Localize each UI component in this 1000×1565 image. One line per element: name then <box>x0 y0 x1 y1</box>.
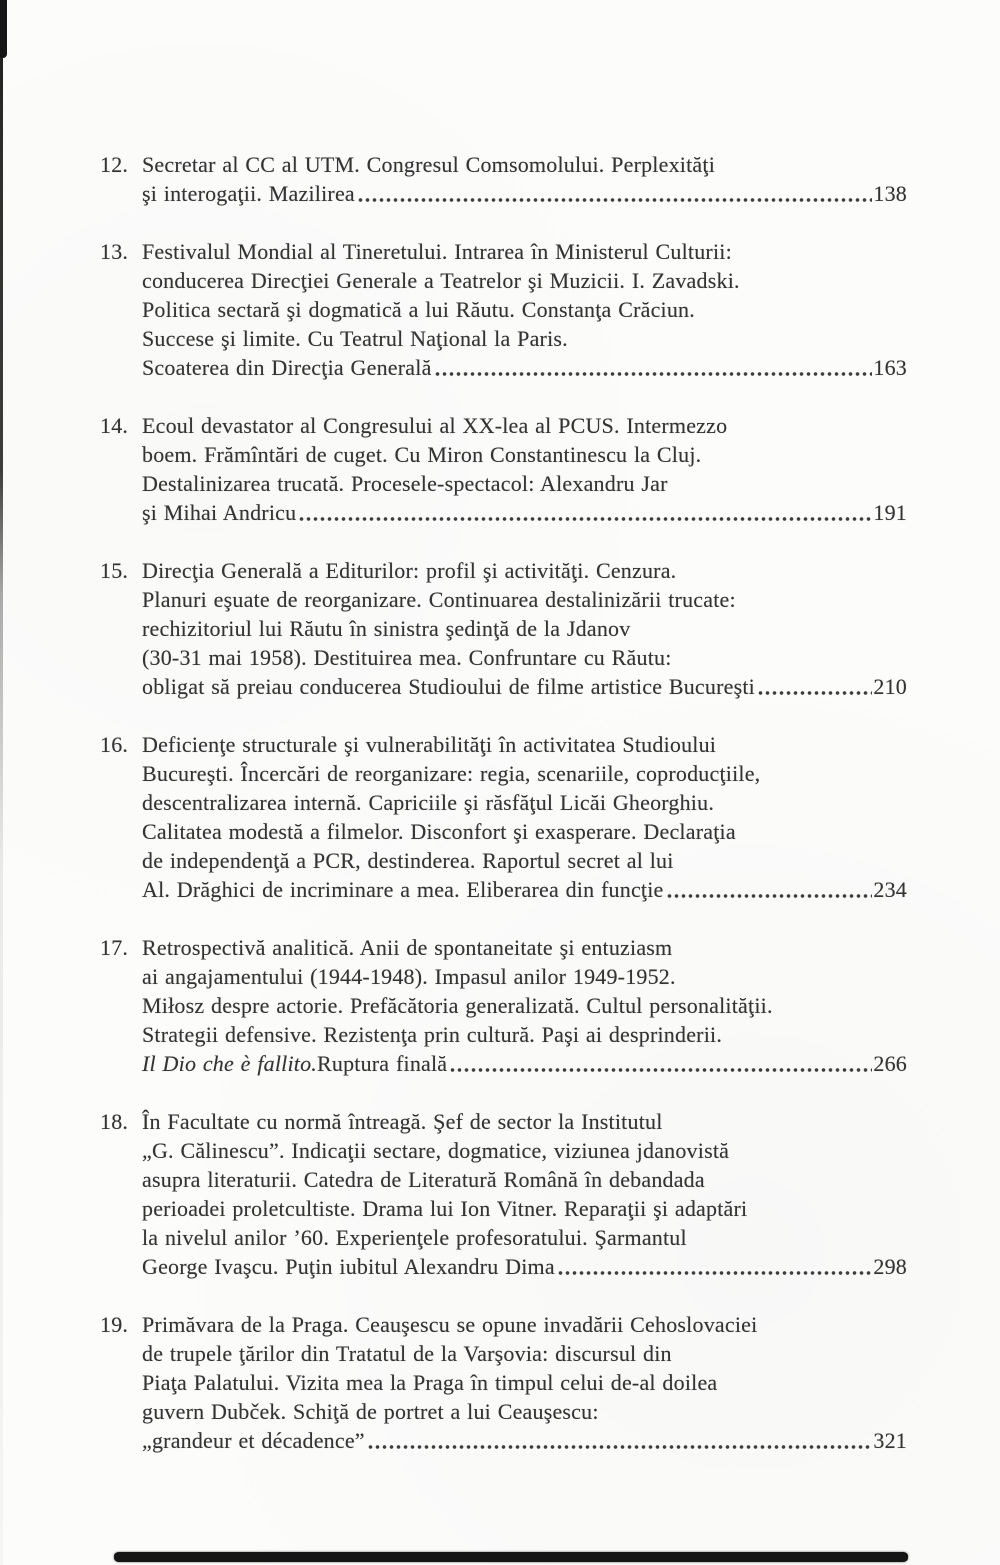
toc-line: boem. Frămîntări de cuget. Cu Miron Constantinescu la Cluj. <box>142 442 702 467</box>
table-of-contents <box>100 150 907 1484</box>
toc-line-text: obligat să preiau conducerea Studioului de filme artistice Bucureşti <box>142 674 755 699</box>
toc-line: Calitatea modestă a filmelor. Disconfort şi exasperare. Declaraţia <box>142 819 736 844</box>
toc-line-text: Scoaterea din Direcţia Generală <box>142 355 432 380</box>
toc-entry-number: 17. <box>100 935 129 960</box>
toc-italic-book-title: Il Dio che è fallito. <box>142 1051 317 1076</box>
toc-line: de independenţă a PCR, destinderea. Raportul secret al lui <box>142 848 674 873</box>
toc-line: (30-31 mai 1958). Destituirea mea. Confruntare cu Răutu: <box>142 645 672 670</box>
toc-entry-number: 19. <box>100 1312 129 1337</box>
toc-line-with-page <box>142 498 907 527</box>
toc-line: Deficienţe structurale şi vulnerabilităţi în activitatea Studioului <box>142 732 717 757</box>
toc-line: la nivelul anilor ’60. Experienţele profesoratului. Şarmantul <box>142 1225 687 1250</box>
toc-entry-body <box>142 730 907 904</box>
toc-line: descentralizarea internă. Capriciile şi răsfăţul Licăi Gheorghiu. <box>142 790 715 815</box>
scan-bar-artifact-bottom <box>114 1552 908 1562</box>
toc-entry-body <box>142 1310 907 1455</box>
toc-entry <box>100 933 907 1078</box>
toc-line: Succese şi limite. Cu Teatrul Naţional la Paris. <box>142 326 568 351</box>
toc-line: Politica sectară şi dogmatică a lui Răutu. Constanţa Crăciun. <box>142 297 695 322</box>
toc-line: Bucureşti. Încercări de reorganizare: regia, scenariile, coproducţiile, <box>142 761 761 786</box>
toc-line: perioadei proletcultiste. Drama lui Ion Vitner. Reparaţii şi adaptări <box>142 1196 748 1221</box>
toc-line: guvern Dubček. Schiţă de portret a lui Ceauşescu: <box>142 1399 599 1424</box>
toc-line: rechizitoriul lui Răutu în sinistra şedinţă de la Jdanov <box>142 616 631 641</box>
toc-line-with-page <box>142 1426 907 1455</box>
toc-entry <box>100 237 907 382</box>
toc-line-with-page <box>142 179 907 208</box>
toc-line-with-page <box>142 1252 907 1281</box>
dotted-leader <box>558 1270 873 1276</box>
toc-line: asupra literaturii. Catedra de Literatură Română în debandada <box>142 1167 705 1192</box>
toc-entry <box>100 411 907 527</box>
toc-entry-number: 16. <box>100 732 129 757</box>
toc-line: Primăvara de la Praga. Ceauşescu se opune invadării Cehoslovaciei <box>142 1312 758 1337</box>
toc-entry-body <box>142 237 907 382</box>
toc-line: Piaţa Palatului. Vizita mea la Praga în timpul celui de-al doilea <box>142 1370 718 1395</box>
toc-entry-number: 13. <box>100 239 129 264</box>
toc-line: conducerea Direcţiei Generale a Teatrelor şi Muzicii. I. Zavadski. <box>142 268 740 293</box>
toc-line: Direcţia Generală a Editurilor: profil şi activităţi. Cenzura. <box>142 558 677 583</box>
dotted-leader <box>368 1444 873 1450</box>
toc-line: Strategii defensive. Rezistenţa prin cultură. Paşi ai desprinderii. <box>142 1022 723 1047</box>
toc-line-with-page <box>142 1049 907 1078</box>
toc-entry-body <box>142 933 907 1078</box>
dotted-leader <box>435 371 873 377</box>
page-number: 163 <box>873 355 907 380</box>
toc-entry <box>100 730 907 904</box>
page-number: 298 <box>873 1254 907 1279</box>
toc-line: „G. Călinescu”. Indicaţii sectare, dogmatice, viziunea jdanovistă <box>142 1138 730 1163</box>
toc-entry-body <box>142 1107 907 1281</box>
toc-line-with-page <box>142 875 907 904</box>
toc-line: de trupele ţărilor din Tratatul de la Varşovia: discursul din <box>142 1341 672 1366</box>
toc-entry-number: 15. <box>100 558 129 583</box>
toc-line-with-page <box>142 353 907 382</box>
dotted-leader <box>450 1067 872 1073</box>
toc-line: Festivalul Mondial al Tineretului. Intrarea în Ministerul Culturii: <box>142 239 732 264</box>
dotted-leader <box>758 690 872 696</box>
toc-entry-body <box>142 556 907 701</box>
dotted-leader <box>299 516 872 522</box>
toc-line: Planuri eşuate de reorganizare. Continuarea destalinizării trucate: <box>142 587 736 612</box>
page-number: 191 <box>873 500 907 525</box>
toc-line-text: şi Mihai Andricu <box>142 500 297 525</box>
toc-line-text: Al. Drăghici de incriminare a mea. Eliberarea din funcţie <box>142 877 664 902</box>
toc-line-text: şi interogaţii. Mazilirea <box>142 181 355 206</box>
toc-entry-body <box>142 411 907 527</box>
toc-entry-number: 18. <box>100 1109 129 1134</box>
toc-entry <box>100 150 907 208</box>
page-number: 210 <box>873 674 907 699</box>
page-number: 138 <box>873 181 907 206</box>
scan-edge-artifact-left <box>0 0 3 1565</box>
toc-entry-body <box>142 150 907 208</box>
toc-entry-number: 14. <box>100 413 129 438</box>
toc-entry <box>100 556 907 701</box>
page-number: 266 <box>873 1051 907 1076</box>
dotted-leader <box>358 197 873 203</box>
toc-entry-number: 12. <box>100 152 129 177</box>
toc-entry <box>100 1310 907 1455</box>
toc-line: Destalinizarea trucată. Procesele-spectacol: Alexandru Jar <box>142 471 668 496</box>
toc-line-text: Ruptura finală <box>317 1051 448 1076</box>
toc-line-text: George Ivaşcu. Puţin iubitul Alexandru Dima <box>142 1254 555 1279</box>
toc-line-with-page <box>142 672 907 701</box>
toc-line: ai angajamentului (1944-1948). Impasul anilor 1949-1952. <box>142 964 676 989</box>
toc-line: Ecoul devastator al Congresului al XX-lea al PCUS. Intermezzo <box>142 413 728 438</box>
toc-line: Miłosz despre actorie. Prefăcătoria generalizată. Cultul personalităţii. <box>142 993 773 1018</box>
page-number: 234 <box>873 877 907 902</box>
toc-line: Retrospectivă analitică. Anii de spontaneitate şi entuziasm <box>142 935 673 960</box>
toc-entry <box>100 1107 907 1281</box>
dotted-leader <box>667 893 873 899</box>
scan-blob-artifact-topleft <box>0 0 7 58</box>
toc-line: Secretar al CC al UTM. Congresul Comsomolului. Perplexităţi <box>142 152 715 177</box>
toc-line: În Facultate cu normă întreagă. Şef de sector la Institutul <box>142 1109 663 1134</box>
toc-line-text: „grandeur et décadence” <box>142 1428 365 1453</box>
page-number: 321 <box>873 1428 907 1453</box>
